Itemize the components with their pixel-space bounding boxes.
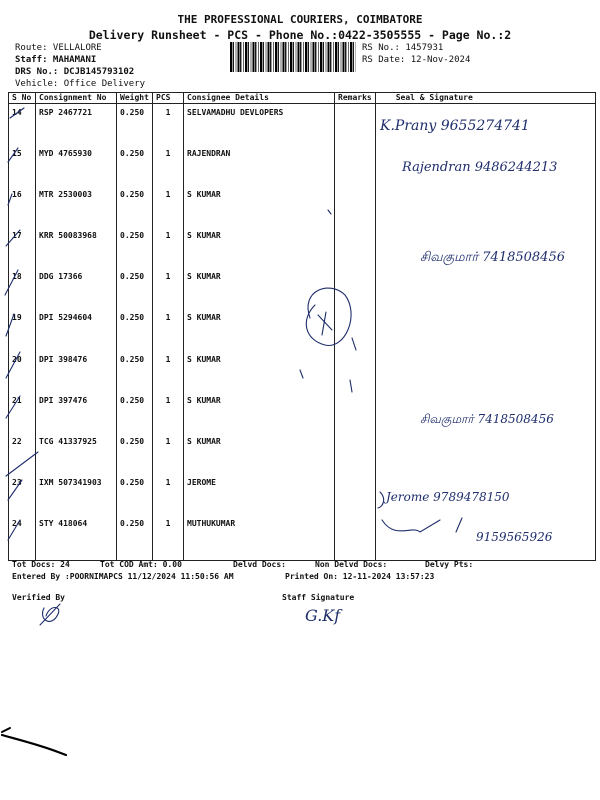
table-cell-sno: 20 xyxy=(12,354,22,364)
verified-by-label: Verified By xyxy=(12,593,65,602)
runsheet-subtitle: Delivery Runsheet - PCS - Phone No.:0422-3505555 - Page No.:2 xyxy=(88,28,512,42)
table-cell-consignee: JEROME xyxy=(187,477,216,487)
table-cell-pcs: 1 xyxy=(165,272,171,282)
table-cell-consignee: S KUMAR xyxy=(187,395,221,405)
staff-signature-label: Staff Signature xyxy=(282,593,355,602)
table-cell-weight: 0.250 xyxy=(120,395,145,405)
non-delivered-docs: Non Delvd Docs: xyxy=(315,560,388,569)
table-cell-weight: 0.250 xyxy=(120,272,145,282)
table-cell-weight: 0.250 xyxy=(120,436,145,446)
table-cell-sno: 18 xyxy=(12,272,22,282)
entered-by: Entered By :POORNIMAPCS 11/12/2024 11:50:56 AM xyxy=(12,572,234,581)
rs-date: RS Date: 12-Nov-2024 xyxy=(362,55,471,65)
table-cell-pcs: 1 xyxy=(165,149,171,159)
table-cell-pcs: 1 xyxy=(165,477,171,487)
signature-row-21: சிவகுமார் 7418508456 xyxy=(420,412,554,426)
table-cell-sno: 14 xyxy=(12,108,22,117)
table-cell-consignment: DPI 397476 xyxy=(39,395,88,405)
table-cell-consignee: RAJENDRAN xyxy=(187,149,231,159)
table-cell-consignee: SELVAMADHU DEVLOPERS xyxy=(187,108,284,117)
table-cell-weight: 0.250 xyxy=(120,518,145,528)
staff-signature: G.Kf xyxy=(305,606,341,625)
table-cell-consignee: S KUMAR xyxy=(187,313,221,323)
col-header-remarks: Remarks xyxy=(335,93,376,104)
col-header-pcs: PCS xyxy=(153,93,184,104)
table-cell-weight: 0.250 xyxy=(120,477,145,487)
delivery-points: Delvy Pts: xyxy=(425,560,474,569)
signature-row-14: K.Prany 9655274741 xyxy=(380,118,530,134)
table-cell-sno: 22 xyxy=(12,436,22,446)
table-cell-weight: 0.250 xyxy=(120,149,145,159)
table-cell-weight: 0.250 xyxy=(120,354,145,364)
table-cell-consignment: DPI 398476 xyxy=(39,354,88,364)
table-cell-sno: 24 xyxy=(12,518,22,528)
staff-label: Staff: MAHAMANI xyxy=(15,55,97,65)
signature-row-17: சிவகுமார் 7418508456 xyxy=(420,250,565,265)
signature-row-24: 9159565926 xyxy=(476,530,553,544)
table-cell-weight: 0.250 xyxy=(120,231,145,241)
table-cell-consignment: DPI 5294604 xyxy=(39,313,92,323)
total-docs: Tot Docs: 24 xyxy=(12,560,70,569)
table-cell-pcs: 1 xyxy=(165,108,171,117)
table-cell-consignment: IXM 507341903 xyxy=(39,477,102,487)
signature-row-23: Jerome 9789478150 xyxy=(386,490,510,504)
table-cell-consignment: RSP 2467721 xyxy=(39,108,92,117)
table-cell-consignee: S KUMAR xyxy=(187,190,221,200)
table-cell-consignee: MUTHUKUMAR xyxy=(187,518,236,528)
table-cell-pcs: 1 xyxy=(165,518,171,528)
table-cell-consignment: TCG 41337925 xyxy=(39,436,97,446)
table-cell-consignment: MTR 2530003 xyxy=(39,190,92,200)
table-cell-pcs: 1 xyxy=(165,231,171,241)
vehicle-label: Vehicle: Office Delivery xyxy=(15,79,146,89)
table-cell-consignee: S KUMAR xyxy=(187,354,221,364)
delivered-docs: Delvd Docs: xyxy=(233,560,286,569)
drs-number: DRS No.: DCJB145793102 xyxy=(15,67,135,77)
printed-on: Printed On: 12-11-2024 13:57:23 xyxy=(285,572,435,581)
table-cell-sno: 15 xyxy=(12,149,22,159)
table-cell-weight: 0.250 xyxy=(120,108,145,117)
total-cod: Tot COD Amt: 0.00 xyxy=(100,560,182,569)
col-header-consignment: Consignment No xyxy=(36,93,117,104)
table-cell-consignment: MYD 4765930 xyxy=(39,149,92,159)
table-cell-consignment: STY 418064 xyxy=(39,518,88,528)
table-cell-consignment: DDG 17366 xyxy=(39,272,83,282)
rs-number: RS No.: 1457931 xyxy=(362,43,444,53)
col-header-sno: S No xyxy=(9,93,36,104)
table-cell-pcs: 1 xyxy=(165,354,171,364)
table-cell-sno: 19 xyxy=(12,313,22,323)
table-cell-consignee: S KUMAR xyxy=(187,272,221,282)
table-cell-sno: 21 xyxy=(12,395,22,405)
table-cell-sno: 17 xyxy=(12,231,22,241)
table-cell-consignee: S KUMAR xyxy=(187,231,221,241)
table-cell-pcs: 1 xyxy=(165,190,171,200)
table-cell-consignee: S KUMAR xyxy=(187,436,221,446)
table-cell-weight: 0.250 xyxy=(120,190,145,200)
col-header-weight: Weight xyxy=(117,93,153,104)
table-cell-sno: 16 xyxy=(12,190,22,200)
col-header-consignee: Consignee Details xyxy=(184,93,335,104)
table-cell-weight: 0.250 xyxy=(120,313,145,323)
signature-row-15: Rajendran 9486244213 xyxy=(402,160,558,175)
company-title: THE PROFESSIONAL COURIERS, COIMBATORE xyxy=(177,13,423,26)
col-header-signature: Seal & Signature xyxy=(375,93,595,104)
table-cell-consignment: KRR 50083968 xyxy=(39,231,97,241)
table-cell-sno: 23 xyxy=(12,477,22,487)
table-cell-pcs: 1 xyxy=(165,395,171,405)
table-cell-pcs: 1 xyxy=(165,313,171,323)
route-label: Route: VELLALORE xyxy=(15,43,102,53)
table-cell-pcs: 1 xyxy=(165,436,171,446)
